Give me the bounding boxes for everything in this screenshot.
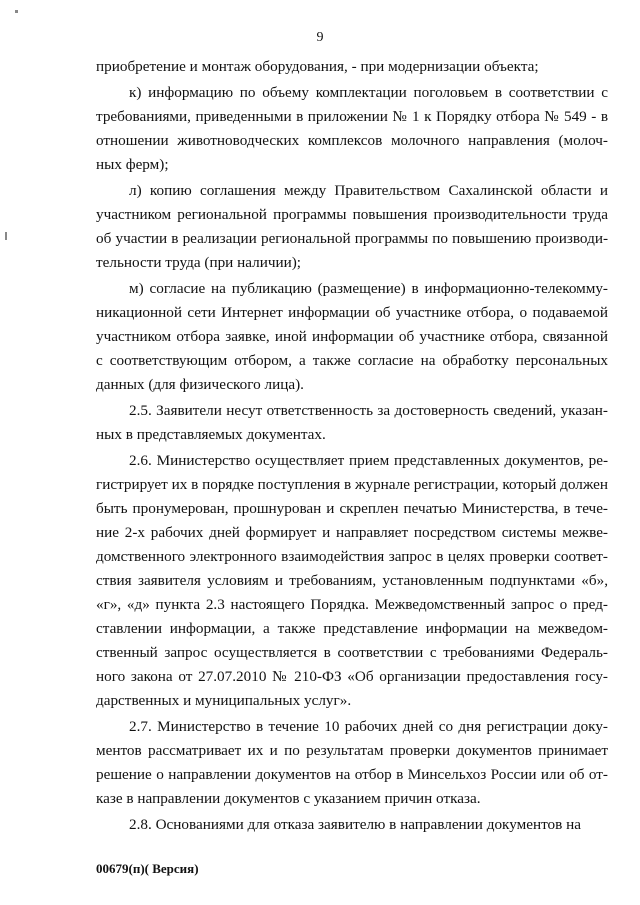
- text-line: казе в направлении документов с указанием причин отказа.: [96, 790, 481, 807]
- text-line: об участии в реализации региональной программы по повышению производи-: [96, 230, 608, 247]
- text-line: ных в представляемых документах.: [96, 426, 326, 443]
- document-footer: 00679(п)( Версия): [96, 861, 199, 876]
- paragraph-clause-2-7: [96, 715, 608, 811]
- text-line: 2.5. Заявители несут ответственность за достоверность сведений, указан-: [129, 402, 608, 419]
- text-line: ных ферм);: [96, 156, 169, 173]
- page-number: 9: [316, 30, 324, 45]
- text-line: приобретение и монтаж оборудования, - при модернизации объекта;: [96, 58, 539, 75]
- text-line: никационной сети Интернет информации об участнике отбора, о подаваемой: [96, 304, 608, 321]
- text-line: «г», «д» пункта 2.3 настоящего Порядка. Межведомственный запрос о пред-: [96, 596, 608, 613]
- text-line: с соответствующим отбором, а также согласие на обработку персональных: [96, 352, 608, 369]
- paragraph-clause-2-6: [96, 449, 608, 713]
- text-line: ставлении информации, а также представление информации на межведом-: [96, 620, 608, 637]
- text-line: тельности труда (при наличии);: [96, 254, 301, 271]
- paragraph-item-m: [96, 277, 608, 397]
- text-line: к) информацию по объему комплектации поголовьем в соответствии с: [129, 84, 608, 101]
- paragraph-intro-tail: [96, 55, 608, 79]
- paragraph-item-k: [96, 81, 608, 177]
- text-line: гистрирует их в порядке поступления в журнале регистрации, который должен: [96, 476, 608, 493]
- document-body: [96, 55, 608, 839]
- text-line: ного закона от 27.07.2010 № 210-ФЗ «Об организации предоставления госу-: [96, 668, 608, 685]
- text-line: ментов рассматривает их и по результатам проверки документов принимает: [96, 742, 608, 759]
- text-line: ственный запрос осуществляется в соответствии с требованиями Федераль-: [96, 644, 608, 661]
- paragraph-clause-2-5: [96, 399, 608, 447]
- paragraph-item-l: [96, 179, 608, 275]
- text-line: л) копию соглашения между Правительством Сахалинской области и: [129, 182, 608, 199]
- text-line: ние 2-х рабочих дней формирует и направляет посредством системы межве-: [96, 524, 608, 541]
- text-line: домственного электронного взаимодействия запрос в целях проверки соответ-: [96, 548, 608, 565]
- text-line: отношении животноводческих комплексов молочного направления (молоч-: [96, 132, 608, 149]
- scan-artifact: [5, 232, 7, 240]
- text-line: требованиями, приведенными в приложении № 1 к Порядку отбора № 549 - в: [96, 108, 608, 125]
- scan-artifact: [15, 10, 18, 13]
- text-line: участником отбора заявке, иной информации об участнике отбора, связанной: [96, 328, 608, 345]
- paragraph-clause-2-8: [96, 813, 608, 837]
- text-line: ствия заявителя условиям и требованиям, установленным подпунктами «б»,: [96, 572, 608, 589]
- text-line: участником региональной программы повышения производительности труда: [96, 206, 608, 223]
- text-line: 2.8. Основаниями для отказа заявителю в направлении документов на: [129, 816, 581, 833]
- text-line: решение о направлении документов на отбор в Минсельхоз России или об от-: [96, 766, 608, 783]
- text-line: 2.6. Министерство осуществляет прием представленных документов, ре-: [129, 452, 608, 469]
- text-line: дарственных и муниципальных услуг».: [96, 692, 352, 709]
- text-line: м) согласие на публикацию (размещение) в информационно-телекомму-: [129, 280, 608, 297]
- text-line: 2.7. Министерство в течение 10 рабочих дней со дня регистрации доку-: [129, 718, 608, 735]
- text-line: быть пронумерован, прошнурован и скреплен печатью Министерства, в тече-: [96, 500, 608, 517]
- text-line: данных (для физического лица).: [96, 376, 304, 393]
